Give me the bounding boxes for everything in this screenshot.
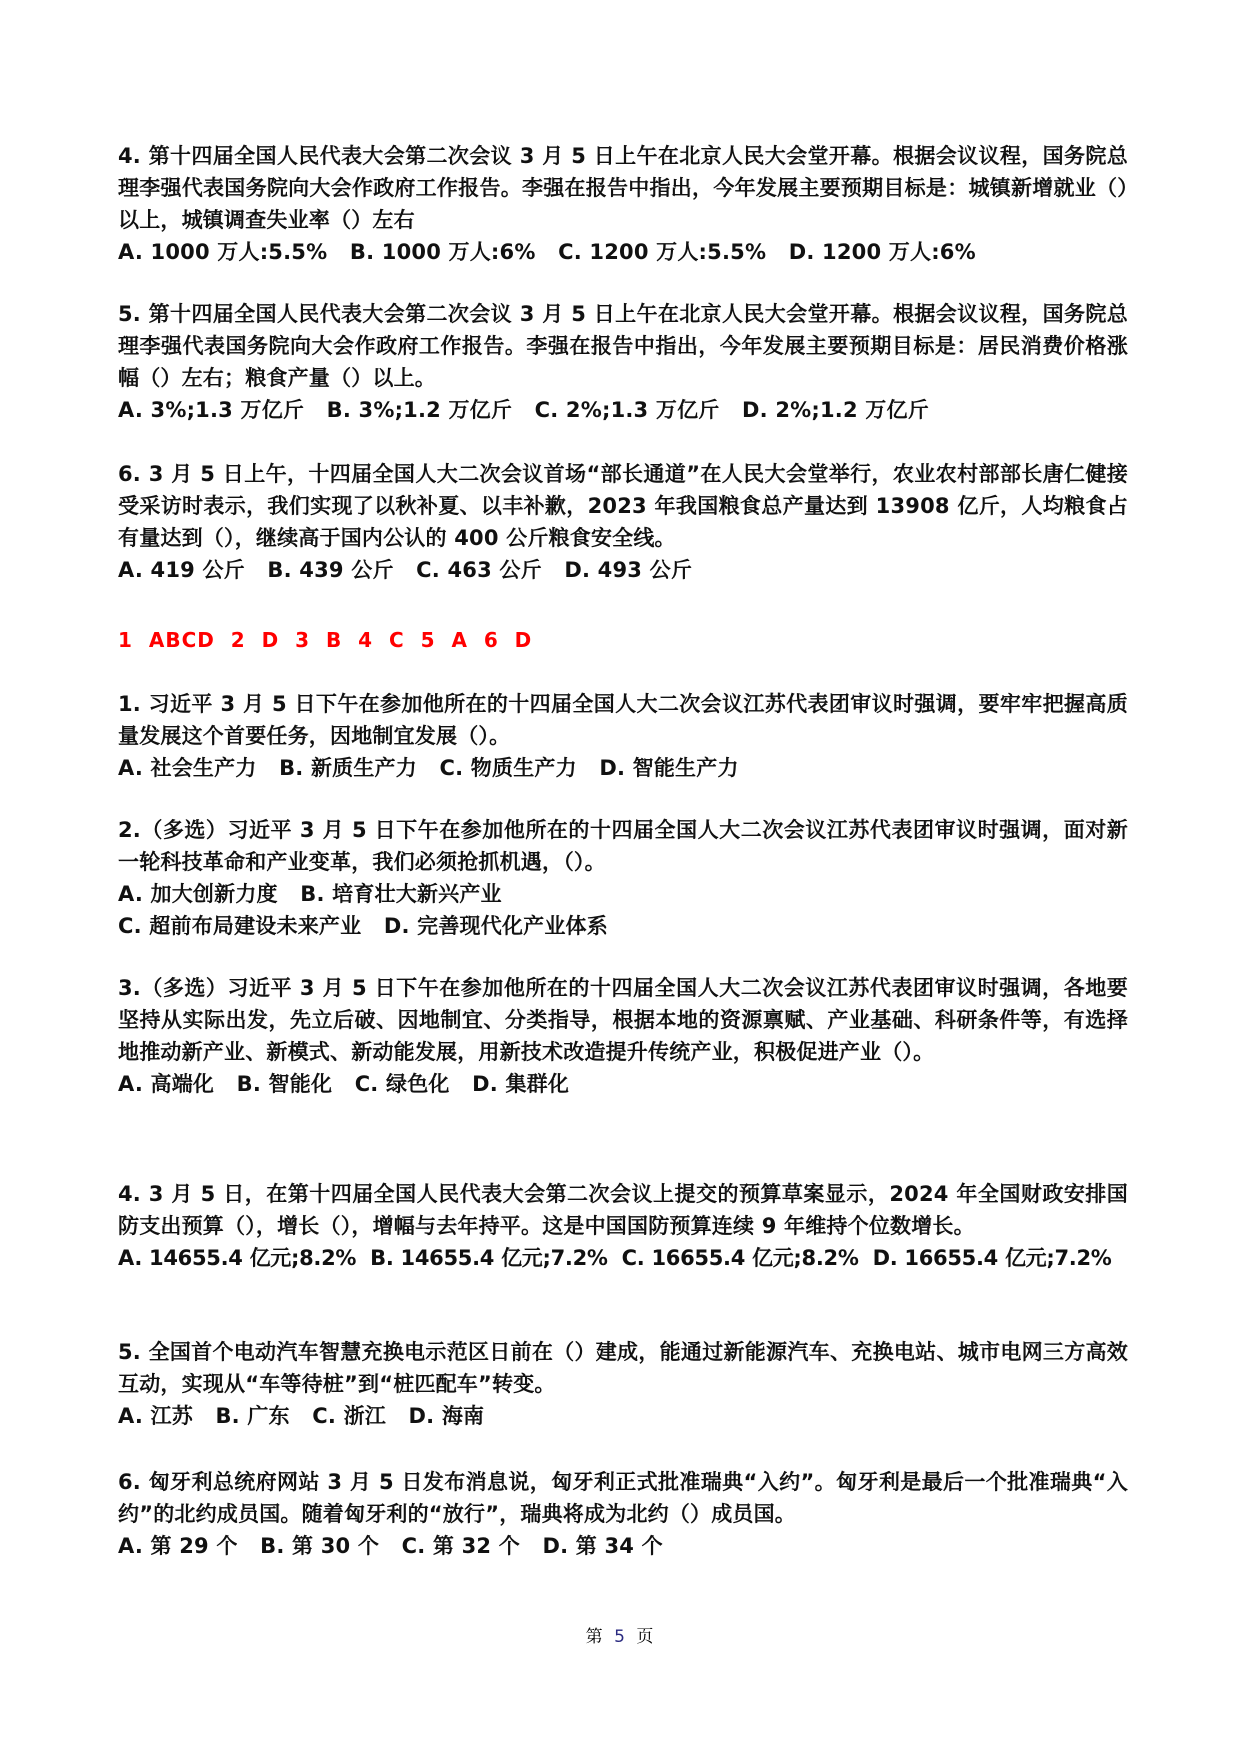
question-stem: 2.（多选）习近平 3 月 5 日下午在参加他所在的十四届全国人大二次会议江苏代表团审议时强调，面对新一轮科技革命和产业变革，我们必须抢抓机遇，（）。 — [118, 818, 1128, 874]
question-a6 — [118, 458, 1128, 586]
question-b4 — [118, 1178, 1128, 1274]
question-a4 — [118, 140, 1128, 268]
answer-key: 1 ABCD 2 D 3 B 4 C 5 A 6 D — [118, 628, 533, 652]
question-b2 — [118, 814, 1128, 942]
question-options: A. 江苏 B. 广东 C. 浙江 D. 海南 — [118, 1404, 485, 1428]
question-stem: 1. 习近平 3 月 5 日下午在参加他所在的十四届全国人大二次会议江苏代表团审议时强调，要牢牢把握高质量发展这个首要任务，因地制宜发展（）。 — [118, 692, 1128, 748]
question-b3 — [118, 972, 1128, 1100]
question-stem: 6. 3 月 5 日上午，十四届全国人大二次会议首场“部长通道”在人民大会堂举行，农业农村部部长唐仁健接受采访时表示，我们实现了以秋补夏、以丰补歉，2023 年我国粮食总产量达到 13908 亿斤，人均粮食占有量达到（），继续高于国内公认的 400 公斤粮食安全线。 — [118, 462, 1128, 550]
question-options: A. 第 29 个 B. 第 30 个 C. 第 32 个 D. 第 34 个 — [118, 1534, 663, 1558]
page-label-prefix: 第 — [585, 1627, 603, 1647]
question-stem: 3.（多选）习近平 3 月 5 日下午在参加他所在的十四届全国人大二次会议江苏代表团审议时强调，各地要坚持从实际出发，先立后破、因地制宜、分类指导，根据本地的资源禀赋、产业基础、科研条件等，有选择地推动新产业、新模式、新动能发展，用新技术改造提升传统产业，积极促进产业（）。 — [118, 976, 1128, 1064]
page-label-suffix: 页 — [636, 1627, 654, 1647]
question-options: A. 419 公斤 B. 439 公斤 C. 463 公斤 D. 493 公斤 — [118, 558, 693, 582]
question-a5 — [118, 298, 1128, 426]
question-stem: 5. 全国首个电动汽车智慧充换电示范区日前在（）建成，能通过新能源汽车、充换电站、城市电网三方高效互动，实现从“车等待桩”到“桩匹配车”转变。 — [118, 1340, 1128, 1396]
question-options: C. 超前布局建设未来产业 D. 完善现代化产业体系 — [118, 914, 608, 938]
question-stem: 5. 第十四届全国人民代表大会第二次会议 3 月 5 日上午在北京人民大会堂开幕。根据会议议程，国务院总理李强代表国务院向大会作政府工作报告。李强在报告中指出，今年发展主要预期目标是：居民消费价格涨幅（）左右；粮食产量（）以上。 — [118, 302, 1128, 390]
question-b5 — [118, 1336, 1128, 1432]
question-options: A. 1000 万人:5.5% B. 1000 万人:6% C. 1200 万人:5.5% D. 1200 万人:6% — [118, 240, 976, 264]
question-stem: 6. 匈牙利总统府网站 3 月 5 日发布消息说，匈牙利正式批准瑞典“入约”。匈牙利是最后一个批准瑞典“入约”的北约成员国。随着匈牙利的“放行”，瑞典将成为北约（）成员国。 — [118, 1470, 1128, 1526]
question-options: A. 3%;1.3 万亿斤 B. 3%;1.2 万亿斤 C. 2%;1.3 万亿斤 D. 2%;1.2 万亿斤 — [118, 398, 929, 422]
page-number: 5 — [614, 1627, 625, 1647]
question-b1 — [118, 688, 1128, 784]
page-footer — [0, 1622, 1239, 1647]
question-options: A. 社会生产力 B. 新质生产力 C. 物质生产力 D. 智能生产力 — [118, 756, 739, 780]
question-options: A. 高端化 B. 智能化 C. 绿色化 D. 集群化 — [118, 1072, 570, 1096]
question-options: A. 加大创新力度 B. 培育壮大新兴产业 — [118, 882, 502, 906]
question-b6 — [118, 1466, 1128, 1562]
question-stem: 4. 第十四届全国人民代表大会第二次会议 3 月 5 日上午在北京人民大会堂开幕。根据会议议程，国务院总理李强代表国务院向大会作政府工作报告。李强在报告中指出，今年发展主要预期目标是：城镇新增就业（）以上，城镇调查失业率（）左右 — [118, 144, 1128, 232]
question-options: A. 14655.4 亿元;8.2% B. 14655.4 亿元;7.2% C. 16655.4 亿元;8.2% D. 16655.4 亿元;7.2% — [118, 1246, 1112, 1270]
question-stem: 4. 3 月 5 日，在第十四届全国人民代表大会第二次会议上提交的预算草案显示，2024 年全国财政安排国防支出预算（），增长（），增幅与去年持平。这是中国国防预算连续 9 年维持个位数增长。 — [118, 1182, 1128, 1238]
